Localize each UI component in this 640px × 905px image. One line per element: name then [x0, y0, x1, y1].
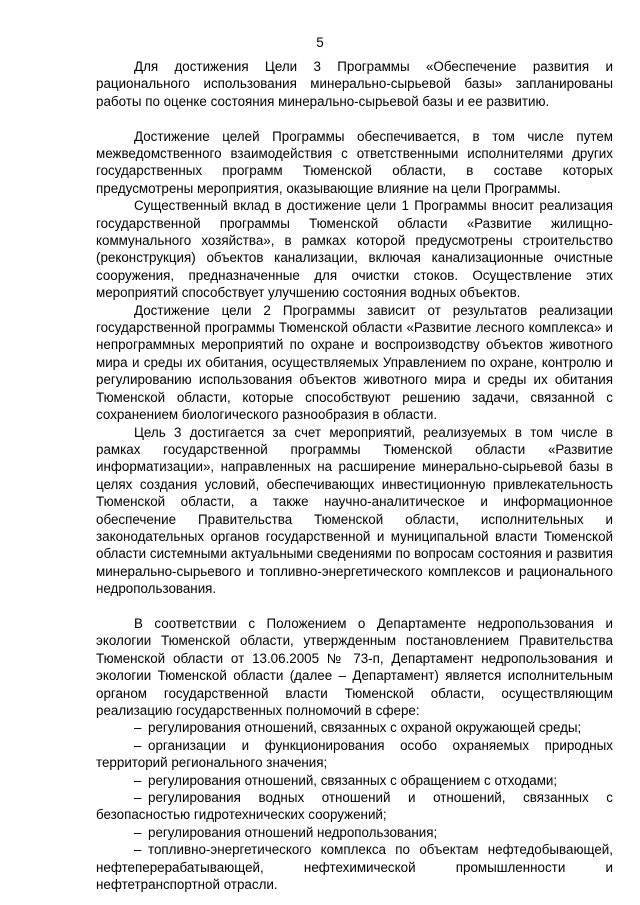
list-item	[96, 719, 613, 736]
paragraph-interagency: Достижение целей Программы обеспечивается, в том числе путем межведомственного взаимодействия с ответственными исполнителями других государственных программ Тюменской области, в составе которых предусмотрены мероприятия, оказывающие влияние на цели Программы.	[96, 128, 613, 196]
document-body	[96, 58, 613, 893]
list-item-text: регулирования отношений, связанных с охраной окружающей среды;	[148, 720, 582, 736]
paragraph-goal1-contribution: Существенный вклад в достижение цели 1 Программы вносит реализация государственной программы Тюменской области «Развитие жилищно-коммунального хозяйства», в рамках которой предусмотрены строительство (реконструкция) объектов канализации, включая канализационные очистные сооружения, предназначенные для очистки стоков. Осуществление этих мероприятий способствует улучшению состояния водных объектов.	[96, 198, 613, 301]
list-item	[96, 737, 613, 772]
list-dash: –	[134, 824, 142, 840]
list-item-text: топливно-энергетического комплекса по объектам нефтедобывающей, нефтеперерабатывающей, нефтехимической промышленности и нефтетранспортной отрасли.	[96, 842, 613, 893]
list-item-text: организации и функционирования особо охраняемых природных территорий регионального значения;	[96, 737, 613, 771]
list-item	[96, 789, 613, 824]
list-item-text: регулирования водных отношений и отношений, связанных с безопасностью гидротехнических сооружений;	[96, 790, 613, 823]
list-item	[96, 772, 613, 789]
list-dash: –	[134, 790, 142, 806]
paragraph-goal3-achievement: Цель 3 достигается за счет мероприятий, реализуемых в том числе в рамках государственной программы Тюменской области «Развитие информатизации», направленных на расширение минерально-сырьевой базы в целях создания условий, обеспечивающих инвестиционную привлекательность Тюменской области, а также научно-аналитическое и информационное обеспечение Правительства Тюменской области, исполнительных и законодательных органов государственной и муниципальной власти Тюменской области системными актуальными сведениями по вопросам состояния и развития минерально-сырьевого и топливно-энергетического комплексов и рационального недропользования.	[96, 424, 613, 597]
paragraph-goal3-intro: Для достижения Цели 3 Программы «Обеспечение развития и рационального использования минерально-сырьевой базы» запланированы работы по оценке состояния минерально-сырьевой базы и ее развитию.	[96, 59, 613, 109]
list-dash: –	[134, 772, 142, 788]
list-item	[96, 841, 613, 893]
list-item	[96, 824, 613, 841]
paragraph-goal2-achievement: Достижение цели 2 Программы зависит от результатов реализации государственной программы Тюменской области «Развитие лесного комплекса» и непрограммных мероприятий по охране и воспроизводству объектов животного мира и среды их обитания, осуществляемых Управлением по охране, контролю и регулированию использования объектов животного мира и среды их обитания Тюменской области, которые способствуют решению задачи, связанной с сохранением биологического разнообразия в области.	[96, 302, 613, 423]
list-item-text: регулирования отношений недропользования;	[148, 824, 438, 840]
list-dash: –	[134, 720, 142, 736]
list-dash: –	[134, 737, 142, 753]
page-number: 5	[316, 35, 324, 50]
list-dash: –	[134, 842, 142, 858]
paragraph-department-regulation: В соответствии с Положением о Департаменте недропользования и экологии Тюменской области, утвержденным постановлением Правительства Тюменской области от 13.06.2005 № 73-п, Департамент недропользования и экологии Тюменской области (далее – Департамент) является исполнительным органом государственной власти Тюменской области, осуществляющим реализацию государственных полномочий в сфере:	[96, 615, 613, 718]
paragraph-spacer	[96, 110, 613, 127]
paragraph-spacer	[96, 598, 613, 615]
list-item-text: регулирования отношений, связанных с обращением с отходами;	[148, 772, 558, 788]
